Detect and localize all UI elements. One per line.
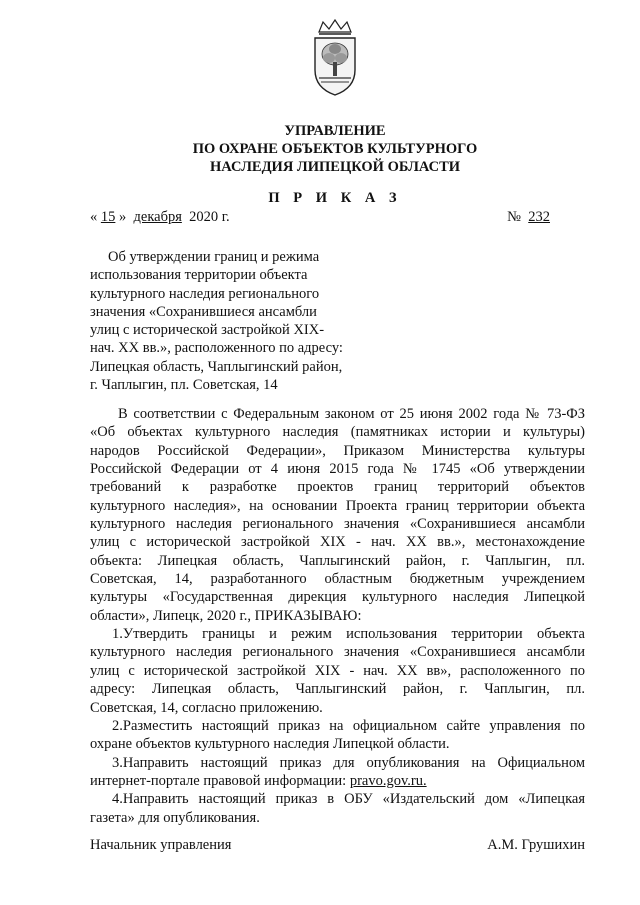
body-line: культуры «Государственная дирекция культурного наследия Липецкой [90, 589, 585, 606]
date-open-quote: « [90, 209, 98, 225]
body-line: Российской Федерации от 4 июня 2015 года № 1745 «Об утверждении [90, 461, 585, 478]
signature-position: Начальник управления [90, 837, 232, 853]
order-body [90, 405, 585, 827]
item-3-line: 3.Направить настоящий приказ для опубликования на Официальном [112, 754, 585, 771]
subject-line: значения «Сохранившиеся ансамбли [90, 303, 317, 320]
number-label: № [507, 209, 521, 225]
date-close-quote: » [119, 209, 127, 225]
subject-line: использования территории объекта [90, 267, 308, 284]
signature-name: А.М. Грушихин [487, 837, 585, 853]
item-4-line: газета» для опубликования. [90, 809, 260, 826]
subject-line: Об утверждении границ и режима [108, 249, 320, 265]
date-month: декабря [133, 209, 182, 225]
org-line-3: НАСЛЕДИЯ ЛИПЕЦКОЙ ОБЛАСТИ [209, 159, 461, 175]
subject-line: г. Чаплыгин, пл. Советская, 14 [90, 377, 278, 394]
item-4-line: 4.Направить настоящий приказ в ОБУ «Издательский дом «Липецкая [112, 791, 585, 808]
item-1-line: 1.Утвердить границы и режим использования территории объекта [112, 626, 585, 643]
date-day: 15 [100, 209, 116, 225]
body-line: культурного наследия», на основании Проекта границ территории объекта [90, 497, 585, 514]
subject-line: Липецкая область, Чаплыгинский район, [90, 358, 343, 375]
subject-line: культурного наследия регионального [90, 285, 320, 302]
coat-of-arms-emblem [305, 18, 365, 98]
item-1-line: культурного наследия регионального значения «Сохранившиеся ансамбли [90, 644, 585, 661]
item-3-text: интернет-портале правовой информации: [90, 772, 347, 789]
order-date-line [90, 209, 550, 226]
item-1-line: адресу: Липецкая область, Чаплыгинский район, г. Чаплыгин, пл. [90, 681, 585, 698]
item-3-line [90, 772, 585, 790]
body-line: улиц с исторической застройкой XIX - нач. XX вв.», местонахождение [90, 534, 585, 551]
subject-line: нач. XX вв.», расположенного по адресу: [90, 340, 343, 357]
body-line: объекта: Липецкая область, Чаплыгинский район, г. Чаплыгин, пл. [90, 552, 585, 569]
order-subject [90, 248, 360, 394]
order-title: П Р И К А З [268, 190, 402, 206]
org-line-1: УПРАВЛЕНИЕ [284, 123, 386, 139]
item-1-line: улиц с исторической застройкой XIX - нач. XX вв», расположенного по [90, 662, 585, 679]
org-line-2: ПО ОХРАНЕ ОБЪЕКТОВ КУЛЬТУРНОГО [192, 141, 478, 157]
body-line: области», Липецк, 2020 г., ПРИКАЗЫВАЮ: [90, 607, 362, 624]
item-2-line: охране объектов культурного наследия Липецкой области. [90, 736, 450, 753]
body-line: требований к разработке проектов границ территорий объектов [90, 479, 585, 496]
order-number [507, 209, 550, 226]
body-line: культурного наследия регионального значения «Сохранившиеся ансамбли [90, 516, 585, 533]
body-line: «Об объектах культурного наследия (памятниках истории и культуры) [90, 424, 585, 441]
pravo-gov-link[interactable]: pravo.gov.ru. [349, 772, 427, 789]
item-1-line: Советская, 14, согласно приложению. [90, 699, 323, 716]
body-line: Советская, 14, разработанного областным бюджетным учреждением [90, 571, 585, 588]
subject-line: улиц с исторической застройкой XIX- [90, 322, 325, 339]
organization-header [0, 122, 640, 176]
body-line: В соответствии с Федеральным законом от 25 июня 2002 года № 73-ФЗ [118, 406, 585, 422]
date-year: 2020 г. [189, 209, 230, 225]
item-2-line: 2.Разместить настоящий приказ на официальном сайте управления по [112, 717, 585, 734]
number-value: 232 [528, 209, 550, 225]
body-line: народов Российской Федерации», Приказом Министерства культуры [90, 442, 585, 459]
